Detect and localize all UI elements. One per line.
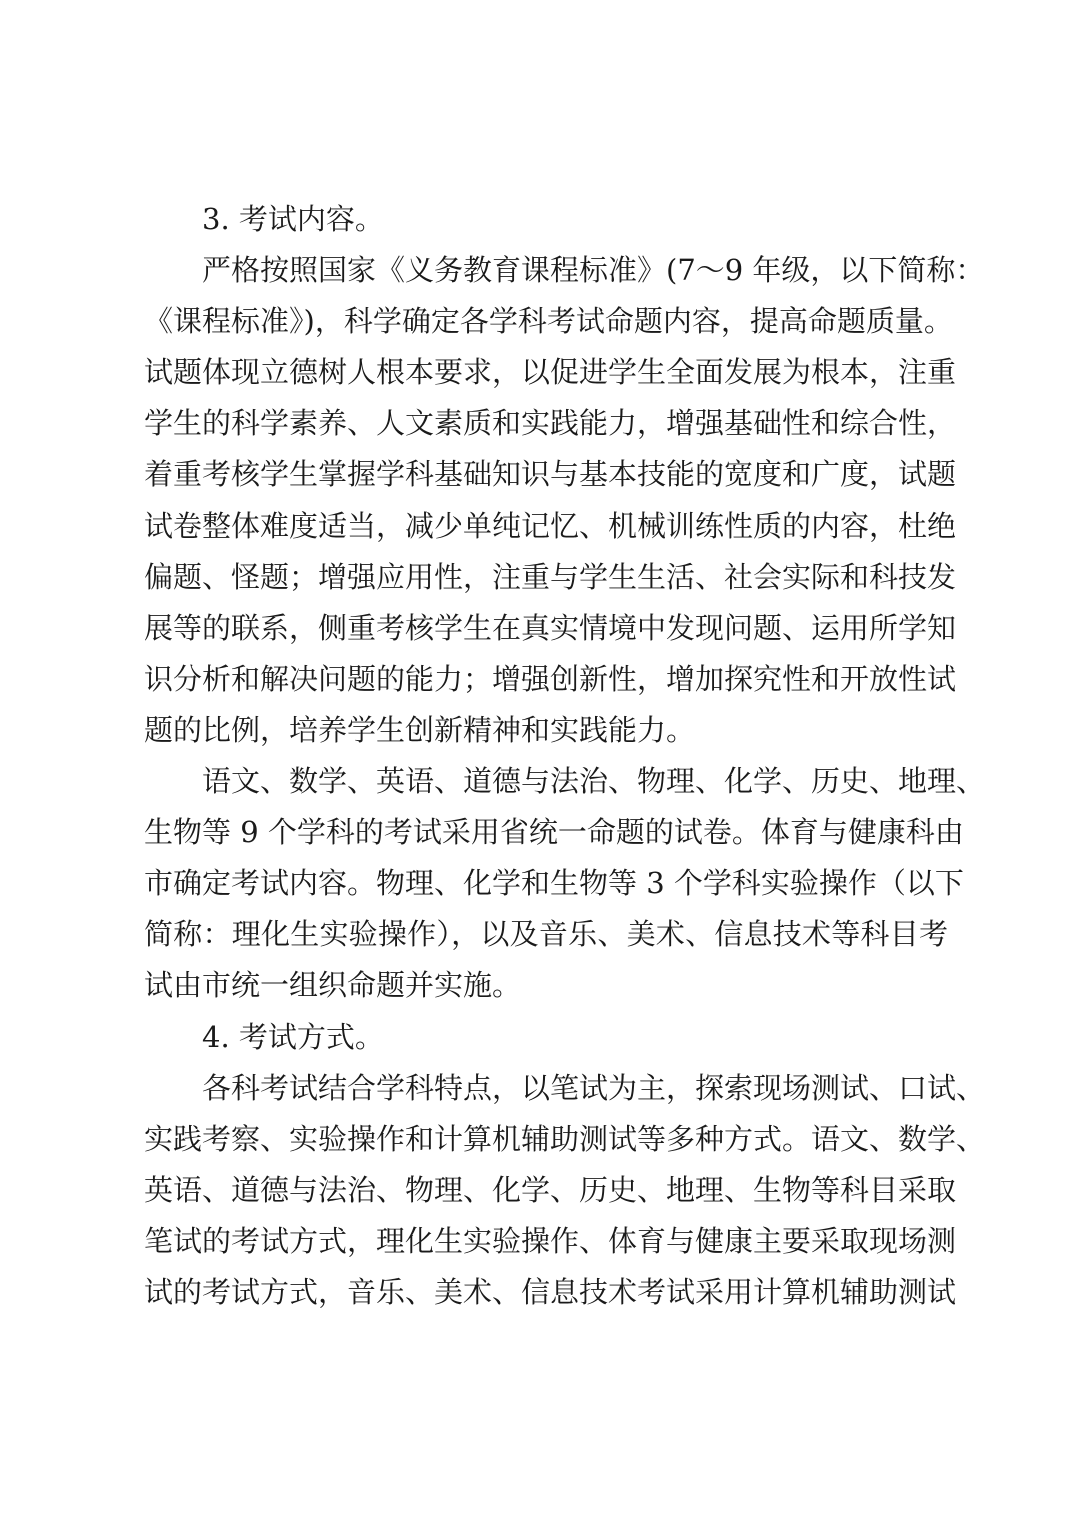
section-heading-exam-method: 4. 考试方式。 — [202, 1019, 384, 1054]
paragraph-line: 试的考试方式，音乐、美术、信息技术考试采用计算机辅助测试 — [144, 1274, 957, 1309]
paragraph-line: 各科考试结合学科特点，以笔试为主，探索现场测试、口试、 — [202, 1070, 986, 1105]
paragraph-line: 偏题、怪题；增强应用性，注重与学生生活、社会实际和科技发 — [144, 559, 957, 594]
paragraph-line: 市确定考试内容。物理、化学和生物等 3 个学科实验操作（以下 — [144, 866, 964, 901]
paragraph-line: 英语、道德与法治、物理、化学、历史、地理、生物等科目采取 — [144, 1172, 957, 1207]
paragraph-line: 试由市统一组织命题并实施。 — [144, 968, 522, 1003]
paragraph-line: 题的比例，培养学生创新精神和实践能力。 — [144, 712, 696, 747]
paragraph-line: 《课程标准》)，科学确定各学科考试命题内容，提高命题质量。 — [144, 304, 953, 339]
paragraph-exam-content — [144, 245, 985, 756]
document-page — [144, 194, 986, 1318]
paragraph-line: 简称：理化生实验操作），以及音乐、美术、信息技术等科目考 — [144, 917, 948, 952]
paragraph-line: 语文、数学、英语、道德与法治、物理、化学、历史、地理、 — [202, 764, 986, 799]
paragraph-line: 实践考察、实验操作和计算机辅助测试等多种方式。语文、数学、 — [144, 1121, 986, 1156]
paragraph-line: 生物等 9 个学科的考试采用省统一命题的试卷。体育与健康科由 — [144, 815, 964, 850]
paragraph-line: 严格按照国家《义务教育课程标准》(7～9 年级，以下简称： — [202, 253, 985, 288]
paragraph-line: 识分析和解决问题的能力；增强创新性，增加探究性和开放性试 — [144, 661, 957, 696]
paragraph-line: 学生的科学素养、人文素质和实践能力，增强基础性和综合性， — [144, 406, 957, 441]
paragraph-line: 着重考核学生掌握学科基础知识与基本技能的宽度和广度，试题 — [144, 457, 957, 492]
paragraph-line: 笔试的考试方式，理化生实验操作、体育与健康主要采取现场测 — [144, 1223, 957, 1258]
paragraph-exam-method — [144, 1063, 986, 1318]
paragraph-subjects — [144, 756, 986, 1011]
paragraph-line: 展等的联系，侧重考核学生在真实情境中发现问题、运用所学知 — [144, 610, 957, 645]
paragraph-line: 试题体现立德树人根本要求，以促进学生全面发展为根本，注重 — [144, 355, 957, 390]
paragraph-line: 试卷整体难度适当，减少单纯记忆、机械训练性质的内容，杜绝 — [144, 508, 957, 543]
section-heading-exam-content: 3. 考试内容。 — [202, 202, 384, 236]
